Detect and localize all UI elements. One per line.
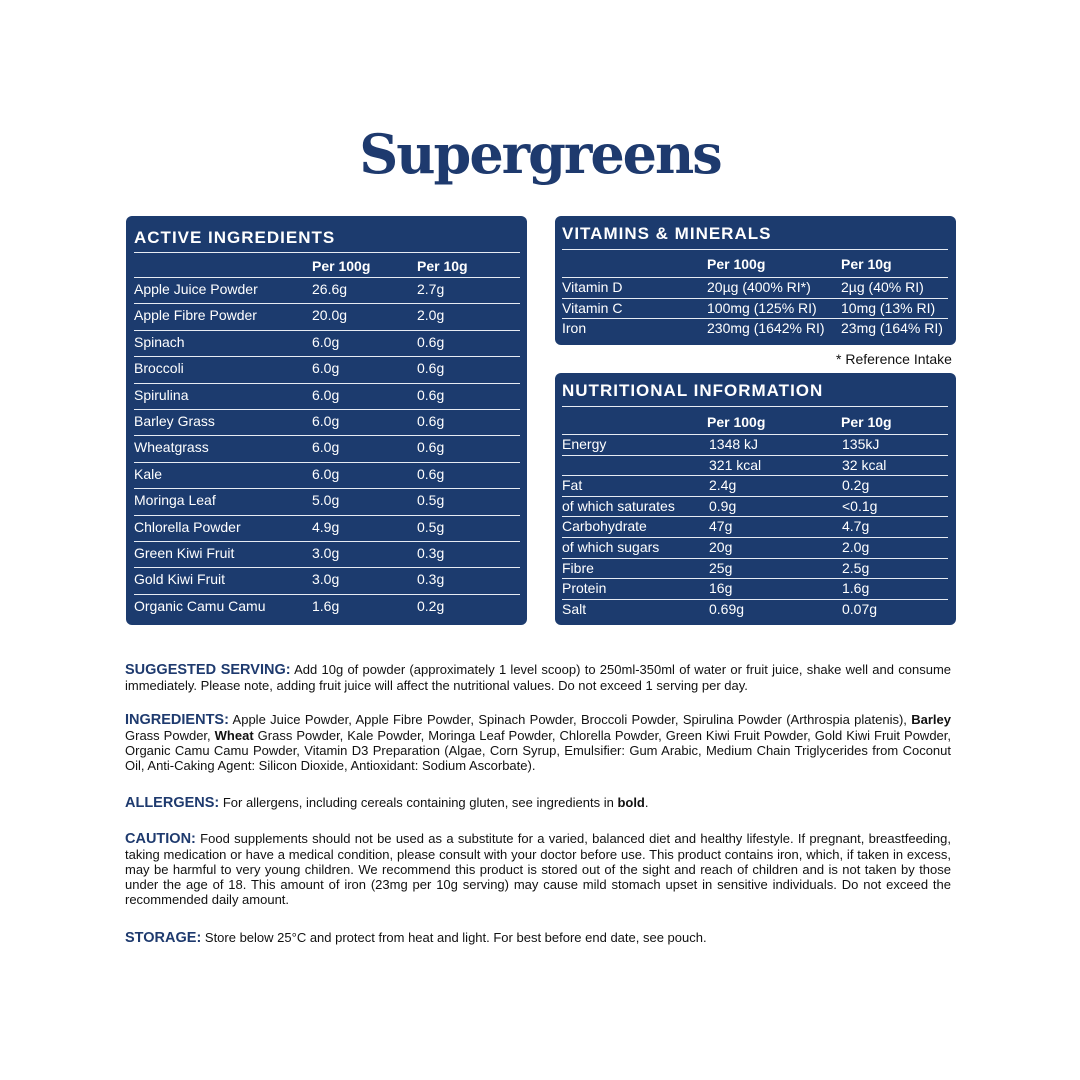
row-divider bbox=[562, 537, 948, 538]
page-title: Supergreens bbox=[359, 122, 721, 186]
value-per-100g: 4.9g bbox=[312, 518, 340, 535]
value-per-10g: 0.5g bbox=[417, 518, 445, 535]
suggested-serving-text: Add 10g of powder (approximately 1 level scoop) to 250ml-350ml of water or fruit juice, shake well and consume immediately. Please note, adding fruit juice will affect the nutritional values. Do not exceed 1 serving per day. bbox=[125, 662, 952, 693]
value-per-10g: 23mg (164% RI) bbox=[841, 320, 943, 336]
value-per-100g: 100mg (125% RI) bbox=[707, 299, 817, 316]
allergens-section bbox=[125, 795, 951, 811]
row-divider bbox=[562, 599, 948, 600]
row-label: Spinach bbox=[134, 333, 185, 350]
nutrition-title: NUTRITIONAL INFORMATION bbox=[562, 381, 824, 400]
row-label: Apple Fibre Powder bbox=[134, 307, 257, 324]
value-per-10g: 2.7g bbox=[417, 281, 445, 297]
value-per-10g: 10mg (13% RI) bbox=[841, 299, 936, 316]
row-label: Iron bbox=[562, 320, 587, 336]
row-label: Vitamin C bbox=[562, 299, 623, 316]
value-per-10g: 0.07g bbox=[842, 600, 878, 617]
row-divider bbox=[134, 541, 520, 542]
row-divider bbox=[134, 356, 520, 357]
value-per-100g: 6.0g bbox=[312, 386, 340, 403]
row-label: Barley Grass bbox=[134, 413, 215, 429]
value-per-100g: 0.69g bbox=[709, 600, 745, 617]
value-per-100g: 6.0g bbox=[312, 413, 340, 429]
storage-text: Store below 25°C and protect from heat and light. For best before end date, see pouch. bbox=[201, 930, 707, 945]
row-label: Wheatgrass bbox=[134, 439, 209, 456]
header-divider bbox=[134, 252, 520, 253]
col-per10g-header: Per 10g bbox=[841, 414, 892, 430]
nutrition-panel bbox=[555, 373, 956, 625]
row-divider bbox=[134, 515, 520, 516]
value-per-10g: 0.6g bbox=[417, 413, 445, 429]
row-label: Apple Juice Powder bbox=[134, 281, 258, 297]
value-per-10g: 32 kcal bbox=[842, 456, 887, 473]
row-divider bbox=[562, 277, 948, 278]
header-divider bbox=[562, 249, 948, 250]
value-per-100g: 0.9g bbox=[709, 497, 737, 514]
active-ingredients-title: ACTIVE INGREDIENTS bbox=[134, 228, 336, 247]
caution-label: CAUTION: bbox=[125, 831, 196, 847]
value-per-100g: 6.0g bbox=[312, 333, 340, 350]
value-per-100g: 20.0g bbox=[312, 307, 348, 324]
row-divider bbox=[562, 578, 948, 579]
value-per-100g: 26.6g bbox=[312, 281, 348, 297]
ingredients-text: Grass Powder, bbox=[125, 728, 215, 743]
row-label: Gold Kiwi Fruit bbox=[134, 571, 226, 588]
allergen-barley: Barley bbox=[911, 712, 951, 727]
ingredients-label: INGREDIENTS: bbox=[125, 712, 229, 728]
row-divider bbox=[134, 409, 520, 410]
value-per-10g: 2.5g bbox=[842, 559, 870, 576]
value-per-100g: 47g bbox=[709, 518, 733, 535]
ingredients-section bbox=[125, 712, 951, 773]
value-per-100g: 20µg (400% RI*) bbox=[707, 279, 811, 295]
allergens-label: ALLERGENS: bbox=[125, 795, 220, 811]
row-label: Salt bbox=[562, 600, 587, 617]
value-per-10g: 0.6g bbox=[417, 465, 445, 482]
row-label: Fibre bbox=[562, 559, 594, 576]
vitamins-title: VITAMINS & MINERALS bbox=[562, 224, 772, 243]
allergens-bold-word: bold bbox=[617, 795, 645, 810]
row-divider bbox=[562, 298, 948, 299]
allergens-text: For allergens, including cereals containing gluten, see ingredients in bbox=[219, 795, 618, 810]
row-divider bbox=[562, 455, 948, 456]
caution-text: Food supplements should not be used as a substitute for a varied, balanced diet and healthy lifestyle. If pregnant, breastfeeding, taking medication or have a medical condition, please consult with your doctor before use. This product contains iron, which, if taken in excess, may be harmful to very young children. We recommend this product is stored out of the sight and reach of children and is not taken by those under the age of 18. This amount of iron (23mg per 10g serving) may cause mild stomach upset in sensitive individuals. Do not exceed the recommended daily amount. bbox=[125, 831, 951, 907]
value-per-100g: 321 kcal bbox=[709, 456, 762, 473]
row-divider bbox=[134, 567, 520, 568]
allergens-end: . bbox=[644, 795, 649, 810]
row-label: Moringa Leaf bbox=[134, 492, 216, 509]
header-divider bbox=[562, 406, 948, 407]
value-per-10g: 2.0g bbox=[417, 307, 445, 324]
allergen-wheat: Wheat bbox=[214, 728, 254, 743]
value-per-100g: 6.0g bbox=[312, 360, 340, 377]
row-divider bbox=[562, 558, 948, 559]
value-per-10g: 0.6g bbox=[417, 360, 445, 377]
row-label: Carbohydrate bbox=[562, 518, 647, 535]
row-label: Chlorella Powder bbox=[134, 518, 241, 535]
value-per-100g: 5.0g bbox=[312, 492, 340, 509]
row-label: Protein bbox=[562, 580, 607, 597]
value-per-100g: 1.6g bbox=[312, 597, 340, 614]
row-divider bbox=[134, 435, 520, 436]
col-per100g-header: Per 100g bbox=[707, 414, 766, 430]
value-per-100g: 16g bbox=[709, 580, 733, 597]
value-per-10g: 4.7g bbox=[842, 518, 870, 535]
value-per-10g: 2.0g bbox=[842, 539, 870, 555]
value-per-10g: 135kJ bbox=[842, 436, 880, 452]
row-label: of which sugars bbox=[562, 539, 660, 555]
row-divider bbox=[134, 462, 520, 463]
storage-label: STORAGE: bbox=[125, 930, 202, 946]
col-per100g-header: Per 100g bbox=[707, 256, 766, 272]
value-per-100g: 2.4g bbox=[709, 477, 737, 494]
value-per-100g: 3.0g bbox=[312, 571, 340, 588]
row-divider bbox=[562, 496, 948, 497]
row-divider bbox=[562, 434, 948, 435]
row-divider bbox=[134, 383, 520, 384]
value-per-100g: 20g bbox=[709, 539, 733, 555]
active-ingredients-panel bbox=[126, 216, 527, 625]
row-label: Vitamin D bbox=[562, 279, 623, 295]
value-per-10g: 0.2g bbox=[417, 597, 445, 614]
vitamins-panel bbox=[555, 216, 956, 345]
value-per-10g: 0.3g bbox=[417, 545, 445, 561]
ingredients-text: Apple Juice Powder, Apple Fibre Powder, Spinach Powder, Broccoli Powder, Spirulina Powder (Arthrospia platenis), bbox=[228, 712, 912, 727]
col-per10g-header: Per 10g bbox=[417, 258, 468, 274]
row-label: Fat bbox=[562, 477, 583, 494]
value-per-10g: 0.6g bbox=[417, 333, 445, 350]
row-label: Green Kiwi Fruit bbox=[134, 545, 235, 561]
value-per-10g: 2µg (40% RI) bbox=[841, 279, 924, 295]
reference-intake-footnote: * Reference Intake bbox=[836, 351, 952, 367]
row-label: Broccoli bbox=[134, 360, 184, 377]
row-label: Kale bbox=[134, 465, 163, 482]
row-label: Energy bbox=[562, 436, 607, 452]
value-per-10g: 0.6g bbox=[417, 386, 445, 403]
row-label: Spirulina bbox=[134, 386, 189, 403]
row-divider bbox=[134, 330, 520, 331]
row-divider bbox=[562, 318, 948, 319]
value-per-10g: 0.6g bbox=[417, 439, 445, 456]
value-per-100g: 3.0g bbox=[312, 545, 340, 561]
value-per-10g: 0.5g bbox=[417, 492, 445, 509]
row-divider bbox=[134, 277, 520, 278]
storage-section bbox=[125, 930, 951, 946]
ingredients-text: Grass Powder, Kale Powder, Moringa Leaf Powder, Chlorella Powder, Green Kiwi Fruit Powder, Gold Kiwi Fruit Powder, Organic Camu Camu Powder, Vitamin D3 Preparation (Algae, Corn Syrup, Emulsifier: Gum Arabic, Medium Chain Triglycerides from Coconut Oil, Anti-Caking Agent: Silicon Dioxide, Antioxidant: Sodium Ascorbate). bbox=[125, 728, 951, 773]
suggested-serving bbox=[125, 662, 951, 693]
value-per-100g: 1348 kJ bbox=[709, 436, 759, 452]
col-per100g-header: Per 100g bbox=[312, 258, 371, 274]
value-per-100g: 25g bbox=[709, 559, 733, 576]
row-divider bbox=[134, 303, 520, 304]
value-per-100g: 230mg (1642% RI) bbox=[707, 320, 825, 336]
col-per10g-header: Per 10g bbox=[841, 256, 892, 272]
row-divider bbox=[134, 594, 520, 595]
row-label: Organic Camu Camu bbox=[134, 597, 266, 614]
value-per-10g: 0.2g bbox=[842, 477, 870, 494]
row-divider bbox=[562, 516, 948, 517]
row-label: of which saturates bbox=[562, 497, 675, 514]
value-per-100g: 6.0g bbox=[312, 439, 340, 456]
value-per-10g: 0.3g bbox=[417, 571, 445, 588]
row-divider bbox=[134, 488, 520, 489]
row-divider bbox=[562, 475, 948, 476]
suggested-serving-label: SUGGESTED SERVING: bbox=[125, 662, 291, 678]
caution-section bbox=[125, 831, 951, 907]
value-per-100g: 6.0g bbox=[312, 465, 340, 482]
value-per-10g: 1.6g bbox=[842, 580, 870, 597]
value-per-10g: <0.1g bbox=[842, 497, 878, 514]
